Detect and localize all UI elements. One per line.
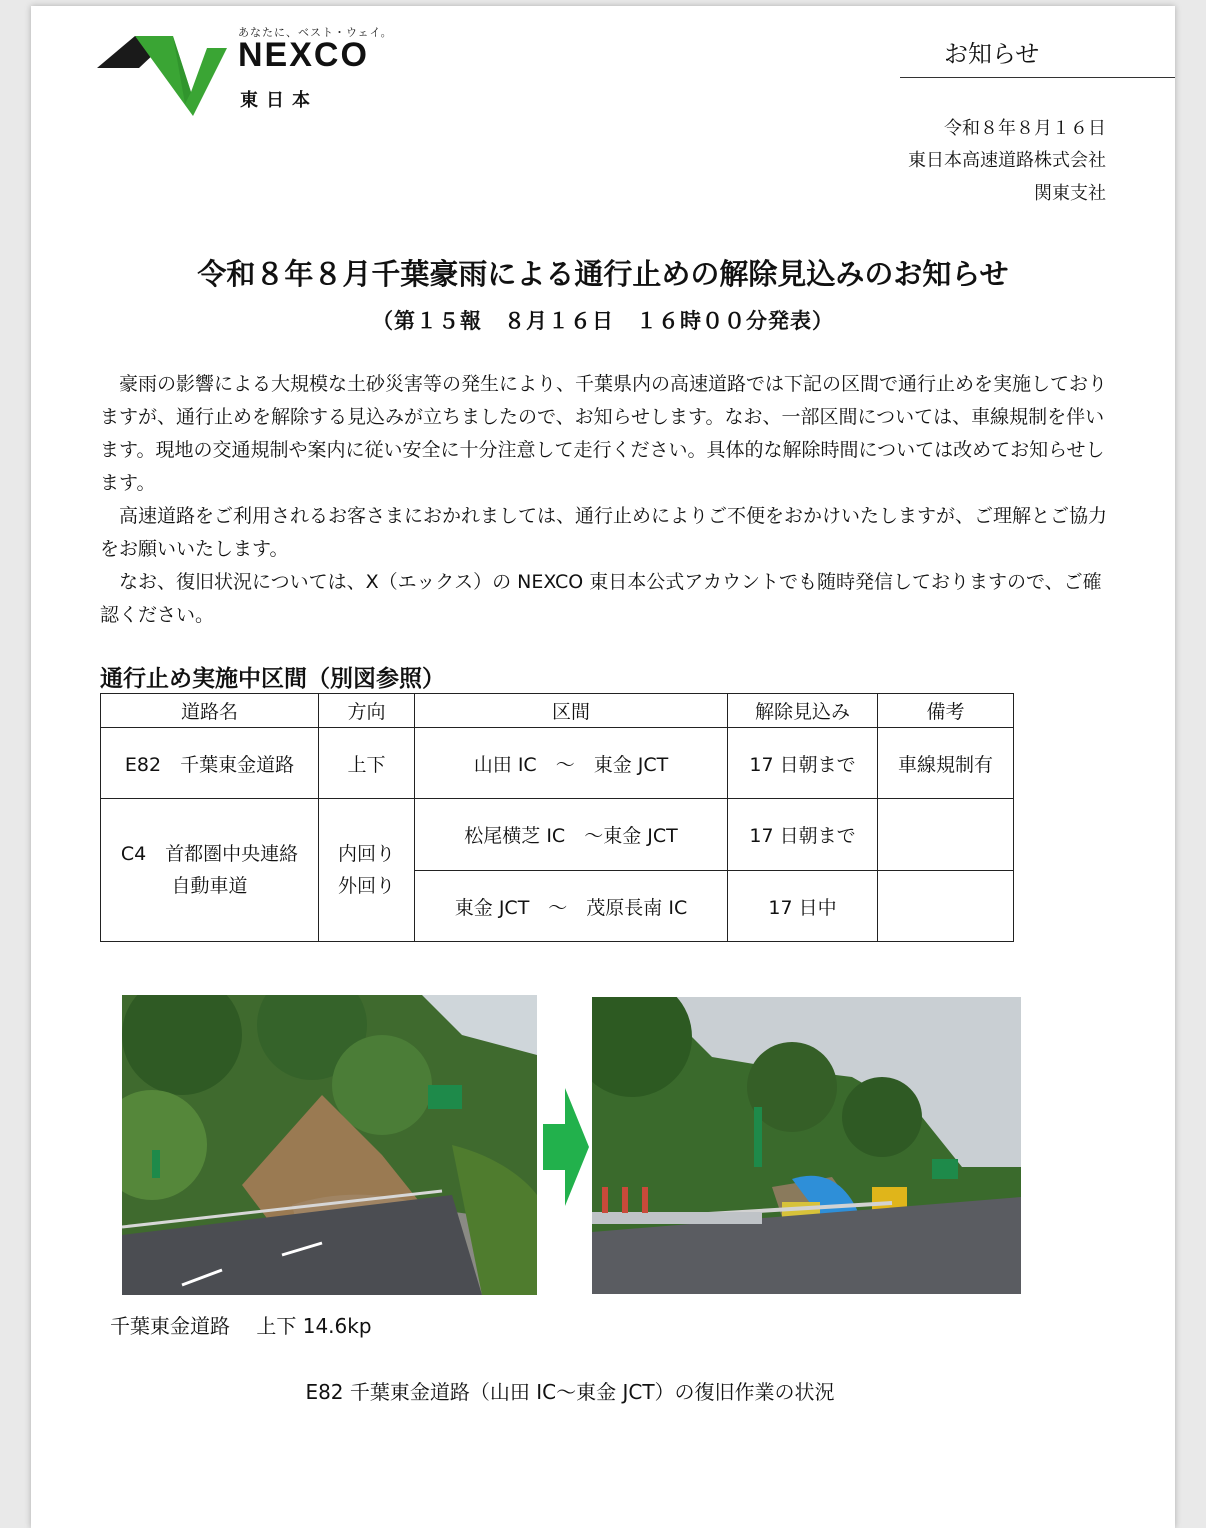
eta-cell: 17 日中 [728,871,878,942]
photo-caption-bottom: E82 千葉東金道路（山田 IC～東金 JCT）の復旧作業の状況 [305,1380,835,1404]
direction-line: 外回り [337,875,395,897]
body-paragraph-3: なお、復旧状況については、X（エックス）の NEXCO 東日本公式アカウントでも随時発信しておりますので、ご確認ください。 [100,571,1102,626]
road-cell [101,799,319,942]
logo-slogan: あなたに、ベスト・ウェイ。 [238,26,393,39]
body-paragraph-2: 高速道路をご利用されるお客さまにおかれましては、通行止めによりご不便をおかけいたしますが、ご理解とご協力をお願いいたします。 [100,505,1108,560]
road-line: C4 首都圏中央連絡 [120,843,299,865]
section-heading: 通行止め実施中区間（別図参照） [100,666,445,692]
branch-name: 関東支社 [1034,183,1106,204]
table-row [101,799,1014,871]
note-cell [878,799,1014,871]
note-cell [878,871,1014,942]
logo-brand: NEXCO [238,36,369,74]
restoration-photo [592,997,1021,1294]
table-header: 区間 [415,694,728,728]
photo-caption-left: 千葉東金道路 上下 14.6kp [110,1314,372,1338]
notice-label: お知らせ [944,40,1040,68]
road-cell: E82 千葉東金道路 [101,728,319,799]
table-header: 方向 [319,694,415,728]
landslide-photo [122,995,537,1295]
section-cell: 東金 JCT ～ 茂原長南 IC [415,871,728,942]
direction-cell: 上下 [319,728,415,799]
page-subtitle: （第１５報 ８月１６日 １６時００分発表） [372,309,834,333]
page-title: 令和８年８月千葉豪雨による通行止めの解除見込みのお知らせ [197,257,1009,291]
arrow-right-icon [543,1088,591,1206]
nexco-logo-mark [95,32,235,120]
direction-line: 内回り [337,843,395,865]
eta-cell: 17 日朝まで [728,799,878,871]
direction-cell [319,799,415,942]
header-divider [900,77,1175,78]
table-row [101,728,1014,799]
closure-table [100,693,1014,942]
company-name: 東日本高速道路株式会社 [908,150,1106,171]
table-header: 道路名 [101,694,319,728]
table-header-row [101,694,1014,728]
issue-date: 令和８年８月１６日 [944,118,1106,139]
table-header: 備考 [878,694,1014,728]
body-paragraph-1: 豪雨の影響による大規模な土砂災害等の発生により、千葉県内の高速道路では下記の区間で通行止めを実施しておりますが、通行止めを解除する見込みが立ちましたので、お知らせします。なお、一部区間については、車線規制を伴います。現地の交通規制や案内に従い安全に十分注意して走行ください。具体的な解除時間については改めてお知らせします。 [100,373,1108,494]
road-line: 自動車道 [171,875,248,897]
note-cell: 車線規制有 [878,728,1014,799]
section-cell: 山田 IC ～ 東金 JCT [415,728,728,799]
logo-region: 東日本 [240,90,318,111]
section-cell: 松尾横芝 IC ～東金 JCT [415,799,728,871]
eta-cell: 17 日朝まで [728,728,878,799]
table-header: 解除見込み [728,694,878,728]
